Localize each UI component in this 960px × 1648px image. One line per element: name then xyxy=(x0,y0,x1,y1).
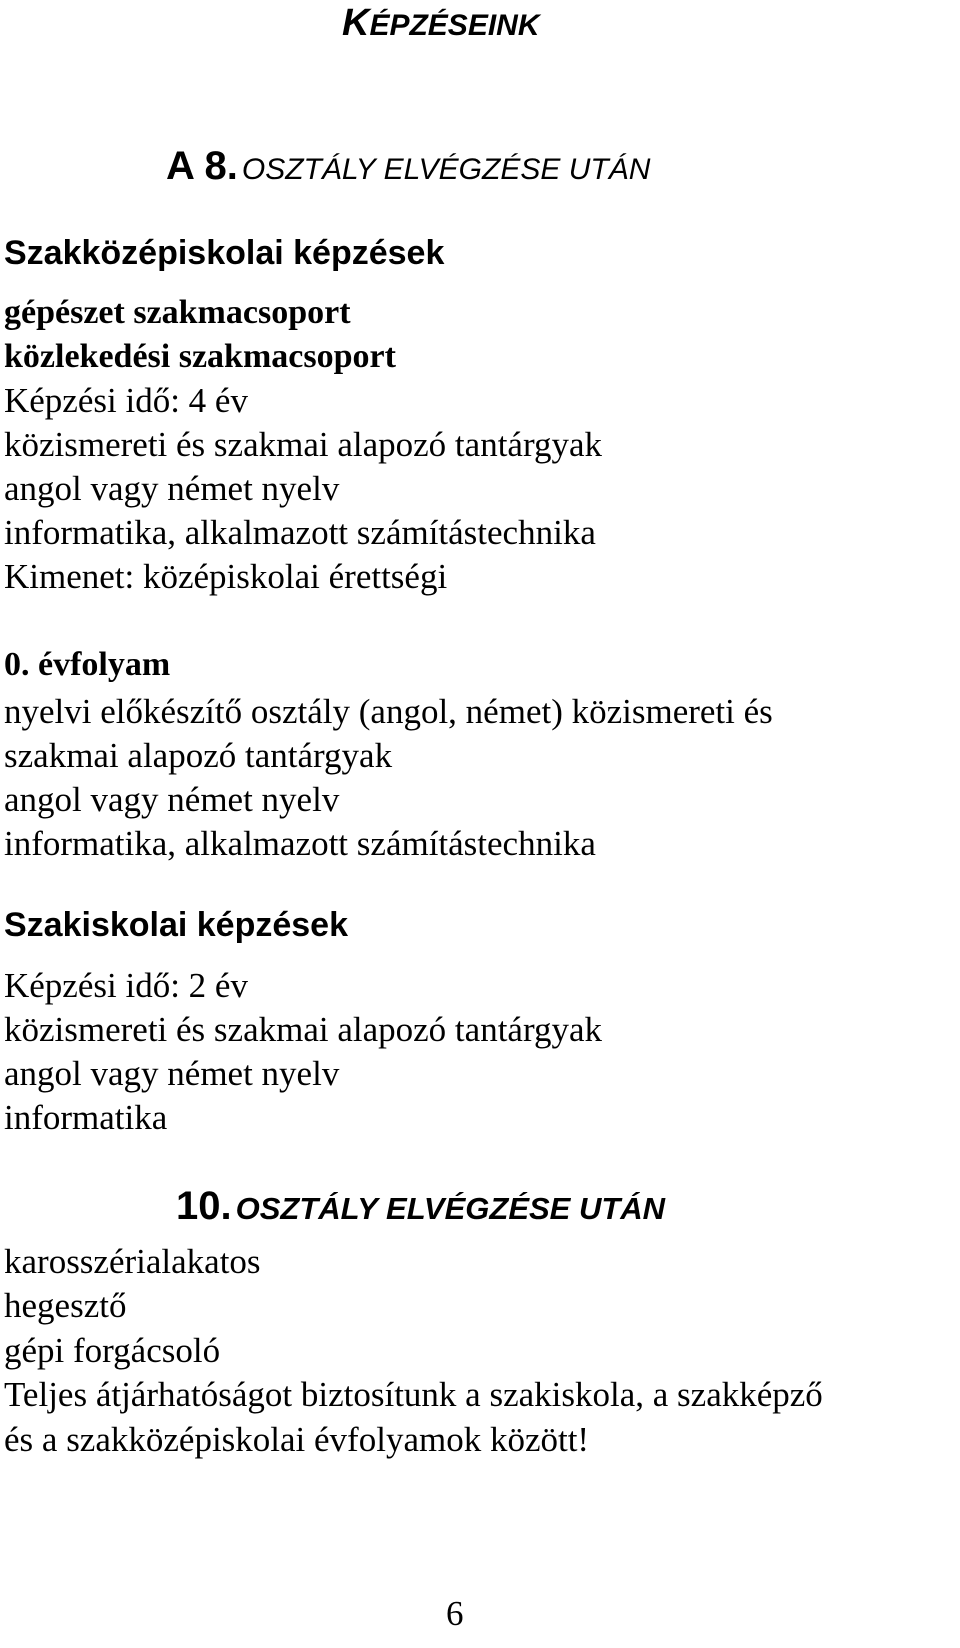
section-heading-after-8 xyxy=(166,146,650,186)
vocational-line: informatika xyxy=(4,1098,168,1137)
section-heading-rest: OSZTÁLY ELVÉGZÉSE UTÁN xyxy=(235,1191,666,1226)
secondary-line: informatika, alkalmazott számítástechnika xyxy=(4,513,596,552)
year0-line: szakmai alapozó tantárgyak xyxy=(4,736,393,775)
secondary-line: Képzési idő: 4 év xyxy=(4,381,248,420)
secondary-line: közismereti és szakmai alapozó tantárgyak xyxy=(4,425,603,464)
page-title-rest: ÉPZÉSEINK xyxy=(369,9,540,42)
after10-line: hegesztő xyxy=(4,1286,127,1325)
vocational-line: közismereti és szakmai alapozó tantárgyak xyxy=(4,1010,603,1049)
after10-line: gépi forgácsoló xyxy=(4,1331,221,1370)
after10-line: Teljes átjárhatóságot biztosítunk a szakiskola, a szakképző xyxy=(4,1375,823,1414)
year0-line: nyelvi előkészítő osztály (angol, német) közismereti és xyxy=(4,692,773,731)
secondary-heading: Szakközépiskolai képzések xyxy=(4,234,445,272)
section-heading-lead: 10. xyxy=(176,1184,232,1228)
after10-line: karosszérialakatos xyxy=(4,1242,261,1281)
year0-line: angol vagy német nyelv xyxy=(4,780,340,819)
vocational-line: angol vagy német nyelv xyxy=(4,1054,340,1093)
vocational-heading: Szakiskolai képzések xyxy=(4,906,349,944)
group-transport: közlekedési szakmacsoport xyxy=(4,338,396,375)
section-heading-after-10 xyxy=(176,1186,665,1226)
vocational-line: Képzési idő: 2 év xyxy=(4,966,248,1005)
year0-line: informatika, alkalmazott számítástechnika xyxy=(4,824,596,863)
year0-heading: 0. évfolyam xyxy=(4,646,171,683)
after10-line: és a szakközépiskolai évfolyamok között! xyxy=(4,1420,590,1459)
page-title-initial: K xyxy=(342,2,370,44)
secondary-line: Kimenet: középiskolai érettségi xyxy=(4,557,448,596)
section-heading-lead: A 8. xyxy=(166,144,238,188)
page-number: 6 xyxy=(446,1594,464,1633)
page-title xyxy=(342,4,540,42)
secondary-line: angol vagy német nyelv xyxy=(4,469,340,508)
section-heading-rest: OSZTÁLY ELVÉGZÉSE UTÁN xyxy=(241,153,651,186)
group-mechanical: gépészet szakmacsoport xyxy=(4,294,351,331)
